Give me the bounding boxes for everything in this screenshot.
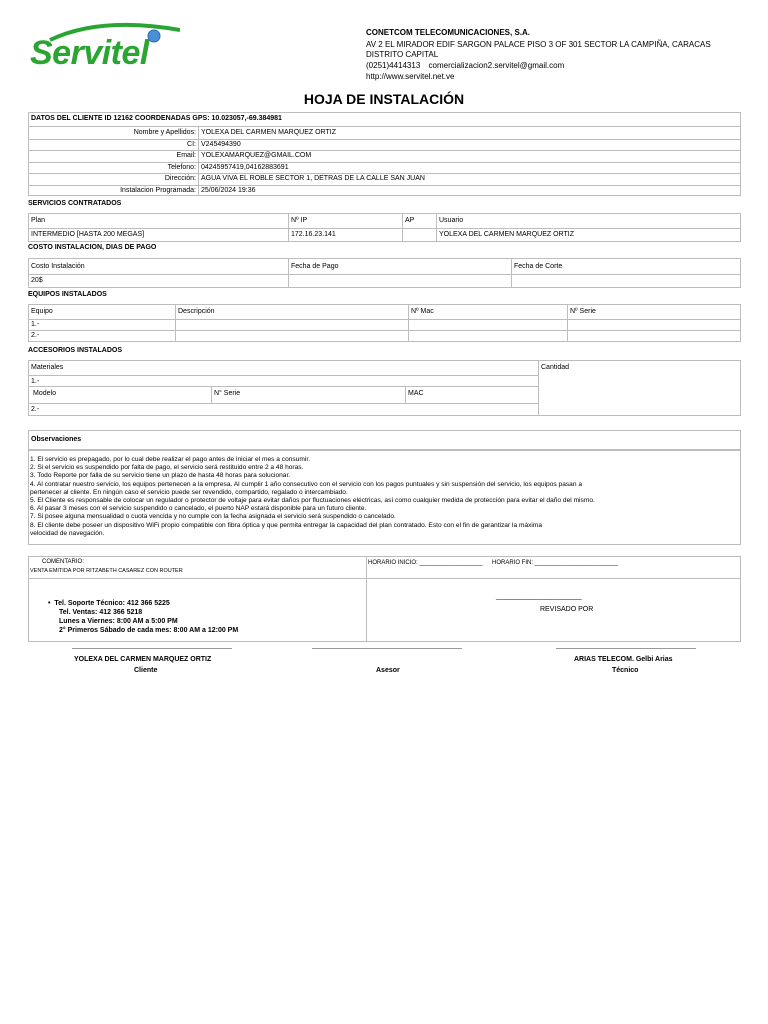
client-field-label: Email: bbox=[176, 152, 196, 159]
servitel-logo bbox=[30, 22, 180, 72]
services-header-plan: Plan bbox=[31, 217, 46, 224]
observations-header-box bbox=[28, 430, 741, 450]
services-ip-value: 172.16.23.141 bbox=[291, 231, 336, 238]
client-field-label: Nombre y Apellidos: bbox=[133, 129, 196, 136]
tech-signature-role: Técnico bbox=[612, 667, 639, 674]
company-email: comercializacion2.servitel@gmail.com bbox=[428, 61, 565, 70]
equipment-header-mac: Nº Mac bbox=[411, 308, 434, 315]
tech-signature-name: ARIAS TELECOM. Gelbi Arias bbox=[574, 656, 673, 663]
company-name: CONETCOM TELECOMUNICACIONES, S.A. bbox=[366, 28, 531, 37]
observation-line: 7. Si posee alguna mensualidad o cuota vencida y no cumple con la fecha asignada el servicio será suspendido o cancelado. bbox=[30, 513, 396, 521]
comment-label: COMENTARIO: bbox=[42, 559, 84, 565]
cost-header-cutoff-date: Fecha de Corte bbox=[514, 263, 563, 270]
company-contact bbox=[366, 61, 564, 70]
services-section-title: SERVICIOS CONTRATADOS bbox=[28, 200, 122, 207]
company-address: AV 2 EL MIRADOR EDIF SARGON PALACE PISO 3 OF 301 SECTOR LA CAMPIÑA, CARACAS DISTRITO CAPITAL bbox=[366, 40, 711, 59]
services-header-user: Usuario bbox=[439, 217, 464, 224]
services-plan-value: INTERMEDIO [HASTA 200 MEGAS] bbox=[31, 231, 145, 238]
client-field-label: Instalacion Programada: bbox=[120, 186, 196, 194]
end-time-field: HORARIO FIN: _________________________ bbox=[492, 560, 619, 566]
accessories-header-materials: Materiales bbox=[31, 364, 64, 371]
equipment-header-item: Equipo bbox=[31, 308, 53, 315]
observation-line: 2. Si el servicio es suspendido por falta de pago, el servicio será restituido entre 2 a 48 horas. bbox=[30, 464, 304, 472]
accessories-row-1: 1.- bbox=[31, 378, 40, 385]
observation-line: 8. El cliente debe poseer un dispositivo WiFi propio compatible con fibra óptica y que permita entregar la capacidad del plan contratado. Esto con el fin de garantizar la máxima bbox=[30, 521, 543, 529]
accessories-header-model: Modelo bbox=[33, 390, 56, 397]
services-header-ip: Nº IP bbox=[291, 217, 308, 224]
client-field-value: YOLEXAMARQUEZ@GMAIL.COM bbox=[201, 152, 312, 159]
accessories-table bbox=[28, 360, 741, 416]
cost-amount-value: 20$ bbox=[31, 277, 43, 284]
client-field-value: 25/06/2024 19:36 bbox=[201, 186, 256, 194]
observation-line: pertenecer al cliente. En ningún caso el servicio puede ser revendido, compartido, regalado o intercambiado. bbox=[30, 488, 348, 496]
cost-table bbox=[28, 258, 741, 288]
cost-section-title: COSTO INSTALACION, DIAS DE PAGO bbox=[28, 244, 157, 251]
services-user-value: YOLEXA DEL CARMEN MARQUEZ ORTIZ bbox=[439, 231, 574, 238]
equipment-table bbox=[28, 304, 741, 342]
bullet-icon: • bbox=[48, 600, 55, 607]
weekday-hours: Lunes a Viernes: 8:00 AM a 5:00 PM bbox=[59, 618, 178, 625]
equipment-section-title: EQUIPOS INSTALADOS bbox=[28, 291, 107, 298]
comment-text: VENTA EMITIDA POR RITZABETH CASAREZ CON ROUTER bbox=[30, 568, 183, 574]
observation-line: velocidad de navegación. bbox=[30, 529, 105, 537]
observation-line: 1. El servicio es prepagado, por lo cual debe realizar el pago antes de iniciar el mes a consumir. bbox=[30, 456, 311, 463]
cost-header-amount: Costo Instalación bbox=[31, 263, 85, 270]
observations-list bbox=[30, 456, 739, 538]
reviewed-by-label: REVISADO POR bbox=[540, 606, 594, 613]
observation-line: 6. Al pasar 3 meses con el servicio suspendido o cancelado, el puerto NAP estará disponible para un futuro cliente. bbox=[30, 505, 367, 513]
client-field-value: YOLEXA DEL CARMEN MARQUEZ ORTIZ bbox=[201, 129, 336, 136]
reviewed-signature-line: ______________________ bbox=[496, 593, 582, 600]
equipment-row-1: 1.- bbox=[31, 321, 40, 328]
client-field-label: Telefono: bbox=[167, 163, 196, 171]
services-header-ap: AP bbox=[405, 217, 415, 224]
start-time-field: HORARIO INICIO: ___________________ bbox=[368, 560, 483, 566]
client-field-value: AGUA VIVA EL ROBLE SECTOR 1, DETRAS DE LA CALLE SAN JUAN bbox=[201, 175, 425, 182]
advisor-signature-role: Asesor bbox=[376, 667, 400, 674]
equipment-row-2: 2.- bbox=[31, 332, 40, 339]
company-website: http://www.servitel.net.ve bbox=[366, 72, 455, 81]
accessories-header-quantity: Cantidad bbox=[541, 364, 570, 371]
observation-line: 4. Al contratar nuestro servicio, los equipos pertenecen a la empresa. Al cumplir 1 año consecutivo con el servicio con los pagos puntuales y sin suspensión del servicio, los equipos pasan a bbox=[30, 480, 582, 488]
client-header: DATOS DEL CLIENTE ID 12162 COORDENADAS GPS: 10.023057,-69.384981 bbox=[31, 115, 282, 122]
support-phone: Tel. Soporte Técnico: 412 366 5225 bbox=[54, 600, 170, 607]
logo-wordmark: Servitel bbox=[30, 34, 149, 72]
observations-title: Observaciones bbox=[31, 436, 82, 443]
accessories-section-title: ACCESORIOS INSTALADOS bbox=[28, 347, 122, 354]
observation-line: 5. El Cliente es responsable de colocar un regulador o protector de voltaje para evitar daños por fluctuaciones eléctricas, así como cualquier medida de protección para evitar el daño del mismo. bbox=[30, 497, 595, 505]
equipment-header-serial: Nº Serie bbox=[570, 308, 596, 315]
saturday-hours: 2° Primeros Sábado de cada mes: 8:00 AM a 12:00 PM bbox=[59, 627, 239, 634]
accessories-row-2: 2.- bbox=[31, 406, 40, 413]
observation-line: 3. Todo Reporte por falla de su servicio tiene un plazo de hasta 48 horas para solucionar. bbox=[30, 472, 291, 480]
sales-phone: Tel. Ventas: 412 366 5218 bbox=[59, 609, 143, 616]
client-signature-name: YOLEXA DEL CARMEN MARQUEZ ORTIZ bbox=[74, 656, 212, 663]
accessories-header-mac: MAC bbox=[408, 390, 424, 397]
company-phone: (0251)4414313 bbox=[366, 61, 421, 70]
page-title: HOJA DE INSTALACIÓN bbox=[303, 91, 465, 107]
client-field-label: Dirección: bbox=[164, 175, 196, 182]
client-field-value: V245494390 bbox=[201, 140, 241, 148]
support-info bbox=[48, 599, 238, 635]
client-field-value: 04245957419,04162883691 bbox=[201, 163, 289, 171]
client-signature-role: Cliente bbox=[134, 667, 158, 674]
cost-header-payment-date: Fecha de Pago bbox=[291, 263, 339, 270]
client-field-label: CI: bbox=[187, 140, 196, 148]
accessories-header-serial: N° Serie bbox=[214, 390, 241, 397]
equipment-header-description: Descripción bbox=[178, 308, 215, 315]
